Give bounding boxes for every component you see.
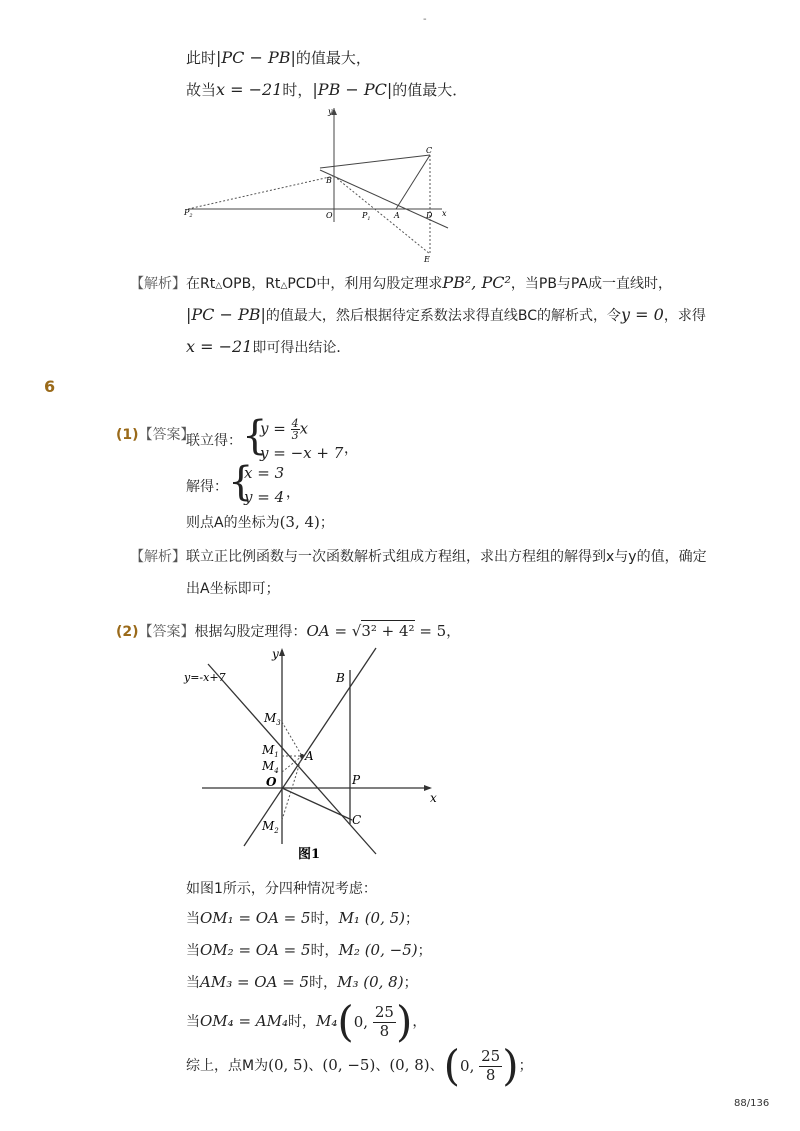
brace: {	[242, 413, 268, 459]
part1-analysis-line-2	[186, 578, 280, 598]
label-D: D	[426, 211, 433, 220]
sqrt: √3² + 4²	[351, 622, 415, 640]
label-C: C	[352, 813, 362, 827]
part1-result	[186, 512, 334, 532]
answer-tag: 【答案】	[138, 624, 195, 640]
math: PB², PC²	[442, 273, 511, 292]
part-number: (1)	[116, 427, 139, 443]
equation-2: y = −x + 7	[260, 444, 344, 462]
math: |PB − PC|	[312, 80, 393, 99]
analysis-1-line-3	[186, 337, 350, 357]
part2-header	[116, 621, 460, 641]
text: 时，	[282, 81, 313, 99]
dashed-BE	[334, 176, 430, 254]
text: 出A坐标即可；	[186, 581, 280, 597]
math: |PC − PB|	[186, 305, 266, 324]
comma: ，	[286, 485, 300, 501]
top-mark: -	[423, 14, 427, 25]
label-y: y	[328, 107, 333, 116]
math: OA =	[306, 622, 352, 640]
math: x = −21	[186, 337, 253, 356]
part1-analysis-line-1	[130, 546, 707, 566]
case-1: 当OM₁ = OA = 5时，M₁ (0, 5)；	[186, 909, 420, 927]
solution-1: x = 3	[244, 464, 285, 482]
line-OC	[282, 788, 352, 820]
fraction: $\frac{4}{3}$	[291, 417, 299, 442]
point-A	[300, 754, 304, 758]
label-M2: $M_2$	[262, 819, 279, 835]
text: ，求得	[663, 308, 706, 324]
text: 此时	[186, 49, 217, 67]
label-line-eq: y=-x+7	[184, 671, 226, 684]
label-B: B	[336, 671, 345, 685]
brace: {	[228, 459, 254, 505]
text: 联立得：	[186, 433, 242, 449]
case-4: 当OM₄ = AM₄时，M₄(0, $\frac{25}{8}$ )，	[186, 997, 427, 1046]
text: 联立正比例函数与一次函数解析式组成方程组，求出方程组的解得到x与y的值，确定	[186, 549, 707, 565]
math: x = −21	[216, 80, 283, 99]
solution-2: y = 4	[244, 488, 285, 506]
label-P1: $P_1$	[362, 211, 371, 222]
answer-tag: 【答案】	[138, 427, 195, 443]
label-P: P	[352, 773, 361, 787]
summary: 综上，点M为(0, 5)、(0, −5)、(0, 8)、(0, $\frac{25}{8}$ )；	[186, 1041, 533, 1090]
dashed-P2B	[188, 176, 334, 209]
text: 的值最大，	[295, 49, 371, 67]
page-number: 88/136	[734, 1098, 770, 1109]
label-B: B	[326, 176, 332, 185]
math: (3, 4)	[279, 513, 320, 531]
label-x: x	[442, 209, 447, 218]
text: 在Rt	[186, 276, 216, 292]
analysis-1-line-2	[186, 305, 706, 325]
label-y: y	[272, 647, 279, 661]
cases-intro: 如图1所示，分四种情况考虑：	[186, 881, 377, 897]
label-M3: $M_3$	[264, 711, 281, 727]
analysis-1-line-1	[130, 273, 672, 293]
part-number: (2)	[116, 624, 139, 640]
part1-header	[116, 424, 195, 444]
text-line-2	[186, 79, 467, 100]
equation-1: y = $\frac{4}{3}$ x	[260, 417, 309, 442]
math: = 5	[414, 622, 447, 640]
text-line-1	[186, 47, 371, 68]
triangle-symbol: △	[215, 281, 223, 291]
question-number: 6	[44, 377, 56, 396]
text: 根据勾股定理得：	[194, 624, 307, 640]
label-M4: $M_4$	[262, 759, 279, 775]
text: 故当	[186, 81, 217, 99]
text: ；	[319, 515, 334, 531]
label-A: A	[394, 211, 400, 220]
analysis-tag: 【解析】	[130, 276, 186, 292]
label-O: O	[266, 775, 277, 789]
math: y = 0	[621, 305, 664, 324]
line-y-neg-x-plus-7	[208, 664, 376, 854]
fraction: $\frac{25}{8}$	[374, 1003, 394, 1040]
case-2: 当OM₂ = OA = 5时，M₂ (0, −5)；	[186, 941, 432, 959]
text: ，当PB与PA成一直线时，	[510, 276, 673, 292]
text: 解得：	[186, 479, 228, 495]
label-C: C	[426, 146, 433, 155]
text: 即可得出结论．	[252, 340, 351, 356]
label-x: x	[430, 791, 437, 805]
line-BC	[320, 155, 430, 168]
text: 的值最大，然后根据待定系数法求得直线BC的解析式，令	[265, 308, 622, 324]
text: 则点A的坐标为	[186, 515, 280, 531]
text: OPB，Rt	[222, 276, 281, 292]
case-3: 当AM₃ = OA = 5时，M₃ (0, 8)；	[186, 973, 418, 991]
label-A: A	[305, 749, 314, 763]
geometry-figure-1	[180, 104, 450, 264]
label-O: O	[326, 211, 333, 220]
figure-caption: 图1	[298, 847, 321, 862]
label-P2: $P_2$	[184, 208, 193, 219]
analysis-tag: 【解析】	[130, 549, 186, 565]
fraction: $\frac{25}{8}$	[481, 1047, 501, 1084]
comma: ，	[344, 441, 358, 457]
line-CA	[396, 155, 430, 209]
text: ，	[446, 624, 461, 640]
geometry-figure-2	[180, 644, 440, 866]
label-E: E	[424, 255, 430, 264]
label-M1: $M_1$	[262, 743, 279, 759]
text: PCD中，利用勾股定理求	[287, 276, 443, 292]
triangle-symbol: △	[280, 281, 288, 291]
text: 的值最大．	[392, 81, 468, 99]
math: |PC − PB|	[216, 48, 296, 67]
y-arrow	[279, 648, 285, 656]
